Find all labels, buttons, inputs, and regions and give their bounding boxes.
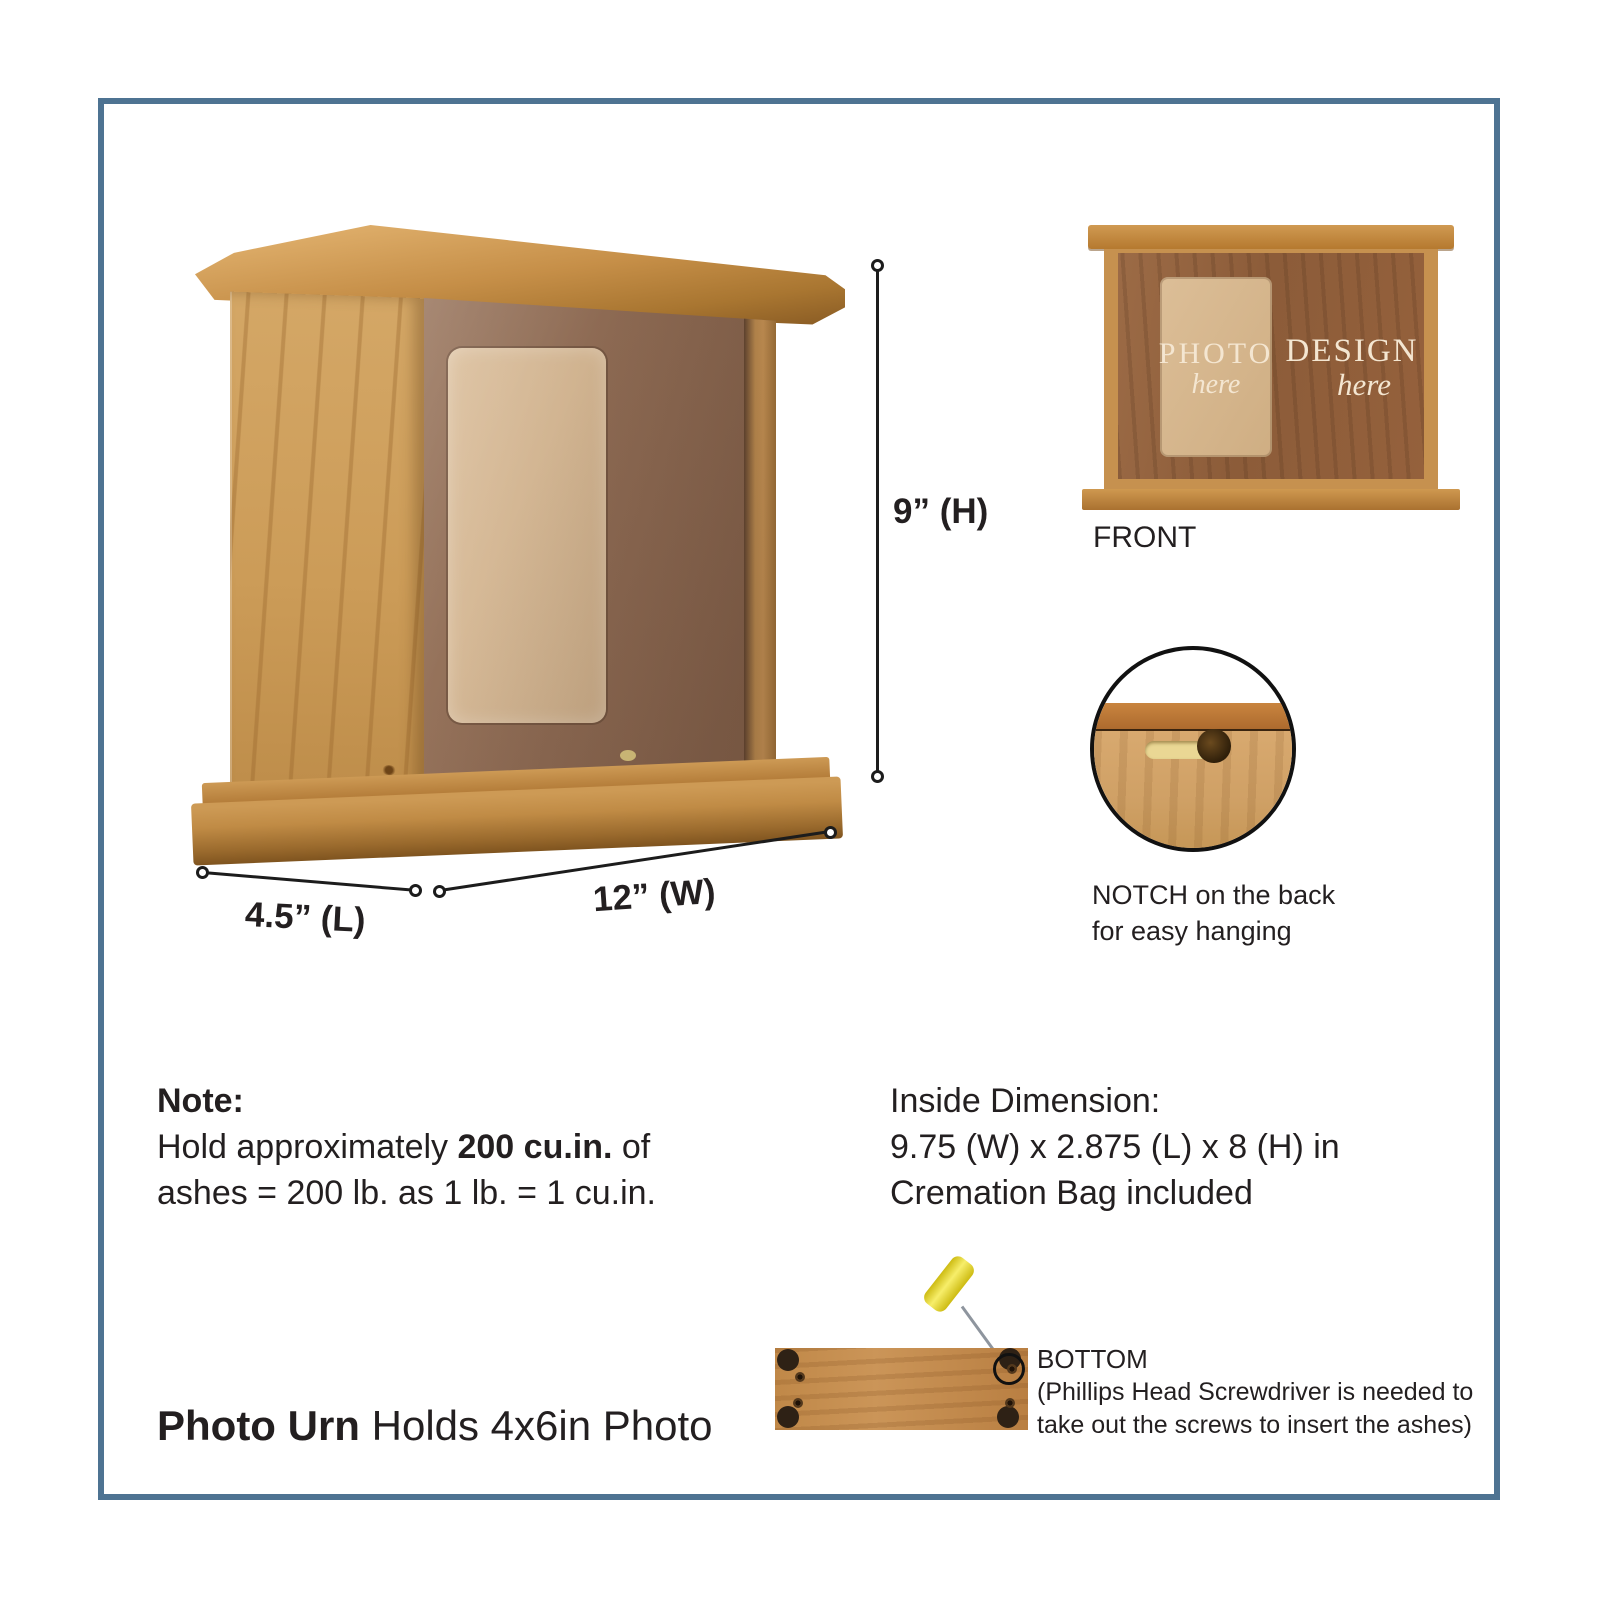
design-placeholder-text: DESIGN [1285, 333, 1419, 369]
width-dimension-endpoint-left [433, 885, 446, 898]
screw-callout-circle [993, 1353, 1025, 1385]
note-line1-bold: 200 cu.in. [457, 1128, 613, 1166]
urn-front-glass [424, 298, 776, 803]
photo-placeholder-text: PHOTO [1158, 337, 1274, 370]
front-view-top-molding [1088, 225, 1454, 249]
note-line1 [157, 1128, 650, 1167]
front-view-body [1104, 249, 1438, 489]
design-placeholder-script: here [1337, 367, 1391, 402]
product-title-bold: Photo Urn [157, 1402, 360, 1449]
urn-side-panel [230, 292, 424, 817]
note-line1-suffix: of [612, 1128, 651, 1166]
length-dimension-endpoint-right [409, 884, 422, 897]
front-view-caption: FRONT [1093, 521, 1197, 554]
inside-dimension-line1: 9.75 (W) x 2.875 (L) x 8 (H) in [890, 1128, 1340, 1166]
bottom-view-caption: BOTTOM [1037, 1344, 1148, 1374]
urn-front-view [1088, 222, 1454, 510]
foot-top-left [777, 1349, 799, 1371]
length-dimension-label: 4.5” (L) [244, 894, 367, 941]
height-dimension-endpoint-top [871, 259, 884, 272]
front-view-panel [1118, 253, 1424, 479]
length-dimension-endpoint-left [196, 866, 209, 879]
screw-top-left [795, 1372, 805, 1382]
notch-detail-circle [1090, 646, 1296, 852]
screw-bottom-left [793, 1398, 803, 1408]
note-line2: ashes = 200 lb. as 1 lb. = 1 cu.in. [157, 1174, 656, 1212]
photo-placeholder-script: here [1191, 369, 1241, 400]
note-line1-prefix: Hold approximately [157, 1128, 458, 1166]
screw-bottom-right [1005, 1398, 1015, 1408]
wood-knot [382, 765, 396, 775]
notch-caption-line1: NOTCH on the back [1092, 880, 1336, 910]
notch-caption-line2: for easy hanging [1092, 916, 1292, 946]
foot-bottom-right [997, 1406, 1019, 1428]
inside-dimension-heading: Inside Dimension: [890, 1082, 1161, 1120]
urn-photo-window [448, 348, 606, 723]
urn-right-rail [744, 298, 776, 803]
bottom-note-line2: take out the screws to insert the ashes) [1037, 1411, 1472, 1439]
width-dimension-endpoint-right [824, 826, 837, 839]
height-dimension-line [876, 266, 879, 777]
product-title [157, 1402, 713, 1450]
notch-keyhole-hole [1197, 729, 1231, 763]
urn-slide-knob [620, 750, 636, 761]
bottom-note-line1: (Phillips Head Screwdriver is needed to [1037, 1378, 1474, 1406]
urn-bottom-panel [775, 1348, 1028, 1430]
width-dimension-label: 12” (W) [591, 871, 717, 920]
foot-bottom-left [777, 1406, 799, 1428]
product-title-rest: Holds 4x6in Photo [359, 1402, 713, 1449]
urn-three-quarter-view [190, 210, 850, 875]
inside-dimension-line2: Cremation Bag included [890, 1174, 1253, 1212]
height-dimension-label: 9” (H) [893, 492, 989, 531]
front-view-base-molding [1082, 489, 1460, 510]
height-dimension-endpoint-bottom [871, 770, 884, 783]
notch-top-wood-strip [1094, 703, 1292, 731]
note-heading: Note: [157, 1082, 244, 1120]
